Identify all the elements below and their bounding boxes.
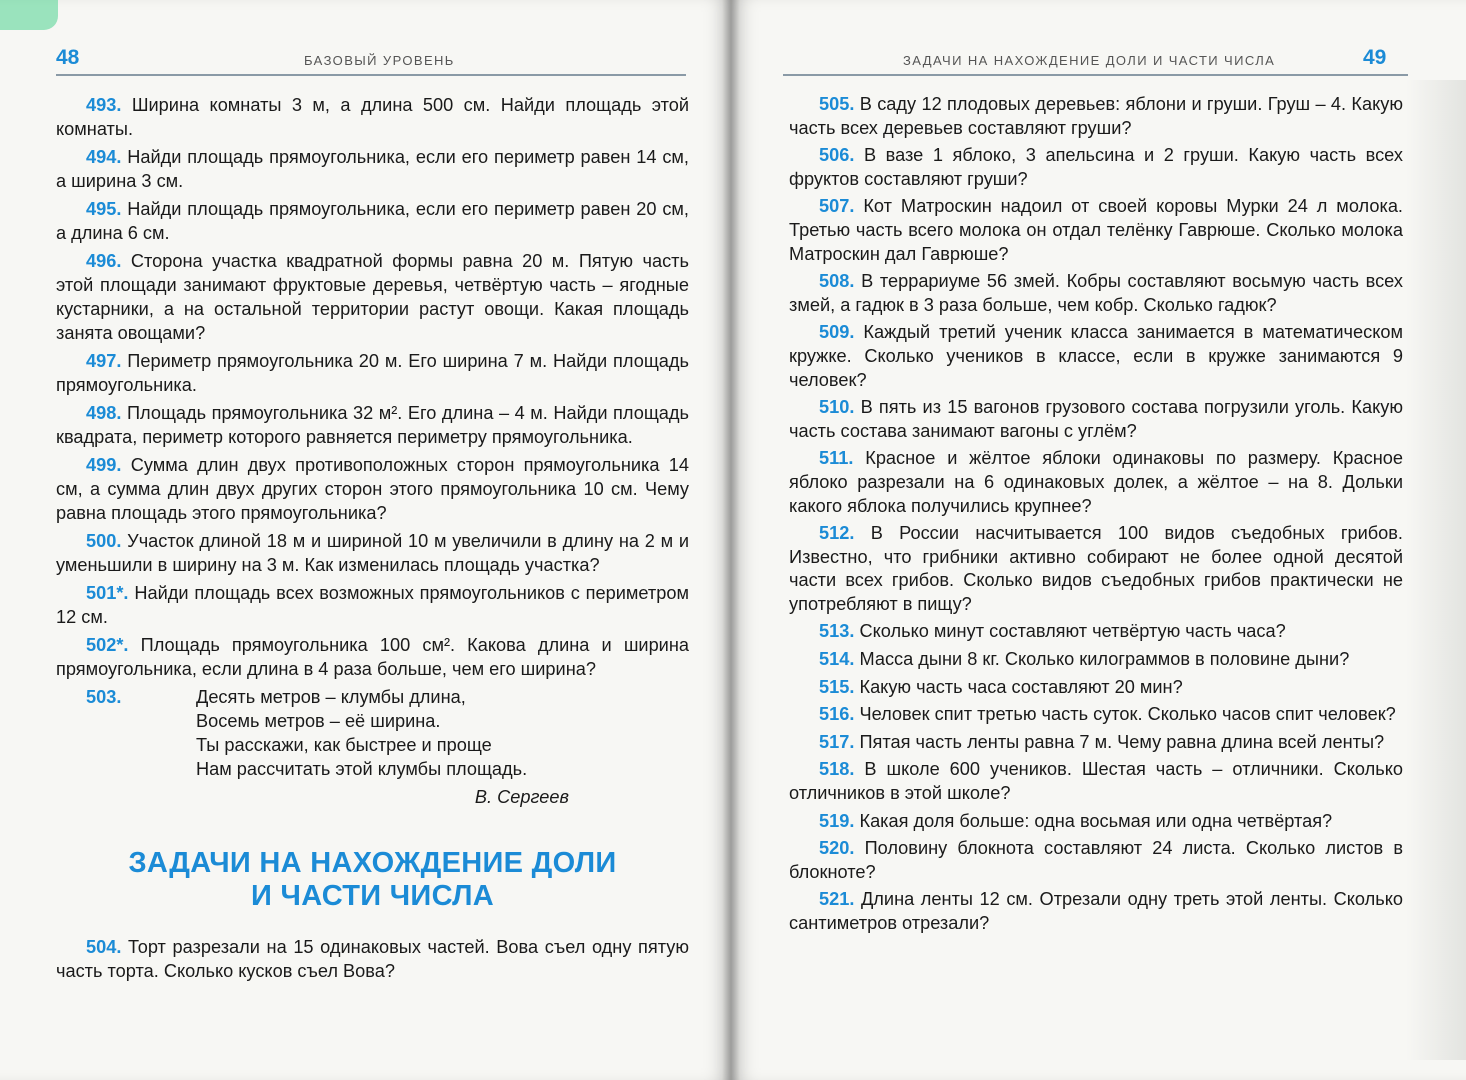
poem-author: В. Сергеев: [474, 787, 569, 807]
task-text: Найди площадь всех возможных прямоугольников с периметром 12 см.: [56, 583, 689, 627]
left-page: [0, 0, 731, 1080]
poem-line: Ты расскажи, как быстрее и проще: [196, 735, 492, 755]
left-page-header: [0, 46, 731, 76]
task-text: Человек спит третью часть суток. Сколько часов спит человек?: [859, 704, 1396, 725]
task-list: [56, 93, 689, 681]
running-title: БАЗОВЫЙ УРОВЕНЬ: [304, 53, 455, 68]
task-item: [56, 249, 689, 345]
task-number: 503.: [86, 687, 122, 707]
poem-line: Нам рассчитать этой клумбы площадь.: [196, 759, 528, 779]
task-item: [789, 620, 1403, 644]
task-item: [56, 935, 689, 983]
right-page: [731, 0, 1466, 1080]
task-list: [56, 935, 689, 983]
task-item: [789, 321, 1403, 392]
task-number: 510.: [819, 397, 855, 418]
task-text: В школе 600 учеников. Шестая часть – отличники. Сколько отличников в этой школе?: [789, 759, 1403, 804]
task-text: Найди площадь прямоугольника, если его периметр равен 20 см, а длина 6 см.: [56, 199, 689, 243]
section-title-line: И ЧАСТИ ЧИСЛА: [251, 880, 494, 912]
page-number: 48: [56, 46, 80, 69]
task-text: Какая доля больше: одна восьмая или одна четвёртая?: [859, 810, 1333, 831]
poem-line: Десять метров – клумбы длина,: [196, 687, 466, 707]
task-text: Периметр прямоугольника 20 м. Его ширина 7 м. Найди площадь прямоугольника.: [56, 351, 689, 395]
task-item: [56, 401, 689, 449]
header-rule: [56, 74, 686, 76]
task-text: Сумма длин двух противоположных сторон прямоугольника 14 см, а сумма длин двух других сторон этого прямоугольника 10 см. Чему равна площадь этого прямоугольника?: [56, 455, 690, 523]
task-text: Кот Матроскин надоил от своей коровы Мурки 24 л молока. Третью часть всего молока он отдал телёнку Гаврюше. Сколько молока Матроскин дал Гаврюше?: [789, 196, 1403, 264]
right-page-header: [731, 46, 1466, 76]
poem-lines: [196, 685, 527, 781]
task-text: Участок длиной 18 м и шириной 10 м увеличили в длину на 2 м и уменьшили в ширину на 3 м. Как изменилась площадь участка?: [56, 531, 689, 575]
task-text: Какую часть часа составляют 20 мин?: [859, 676, 1183, 697]
task-number: 513.: [819, 621, 855, 642]
task-text: В пять из 15 вагонов грузового состава погрузили уголь. Какую часть состава занимают вагоны с углём?: [789, 397, 1403, 441]
task-text: Красное и жёлтое яблоки одинаковы по размеру. Красное яблоко разрезали на 6 одинаковых долек, а жёлтое – на 8. Дольки какого яблока получились крупнее?: [789, 448, 1403, 516]
task-item: [789, 522, 1403, 616]
task-item: [56, 349, 689, 397]
task-text: Ширина комнаты 3 м, а длина 500 см. Найди площадь этой комнаты.: [56, 95, 690, 139]
task-number: 501*.: [86, 583, 129, 603]
section-title: [56, 847, 689, 913]
task-number: 508.: [819, 271, 855, 292]
task-number: 505.: [819, 94, 855, 114]
task-item: [56, 633, 689, 681]
task-item: [56, 197, 689, 245]
task-item: [789, 396, 1403, 443]
right-page-content: [789, 93, 1403, 940]
task-text: Масса дыни 8 кг. Сколько килограммов в половине дыни?: [859, 649, 1350, 670]
task-item: [789, 447, 1403, 518]
task-item: [56, 145, 689, 193]
task-number: 499.: [86, 455, 122, 475]
task-item: [789, 731, 1403, 755]
task-item: [56, 93, 689, 141]
task-number: 511.: [819, 448, 854, 469]
task-item: [56, 581, 689, 629]
task-text: Половину блокнота составляют 24 листа. Сколько листов в блокноте?: [789, 838, 1403, 882]
section-title-line: ЗАДАЧИ НА НАХОЖДЕНИЕ ДОЛИ: [128, 847, 617, 879]
task-number: 504.: [86, 937, 122, 957]
task-item: [789, 93, 1403, 140]
task-number: 515.: [819, 676, 855, 697]
task-number: 512.: [819, 523, 855, 544]
task-text: Найди площадь прямоугольника, если его периметр равен 14 см, а ширина 3 см.: [56, 147, 689, 191]
task-item: [789, 144, 1403, 191]
page-number: 49: [1363, 46, 1387, 69]
task-item: [789, 888, 1403, 935]
task-number: 507.: [819, 196, 855, 217]
task-number: 519.: [819, 810, 855, 831]
task-item: [789, 837, 1403, 884]
task-text: В вазе 1 яблоко, 3 апельсина и 2 груши. Какую часть всех фруктов составляют груши?: [789, 145, 1403, 189]
page-edge-shadow: [1406, 80, 1466, 1060]
task-number: 520.: [819, 838, 855, 859]
task-number: 521.: [819, 889, 855, 910]
task-number: 496.: [86, 251, 122, 271]
task-number: 517.: [819, 731, 855, 752]
task-list: [789, 93, 1403, 936]
task-number: 509.: [819, 322, 855, 343]
left-page-content: [56, 93, 689, 987]
task-number: 516.: [819, 704, 855, 725]
task-number: 500.: [86, 531, 122, 551]
task-text: В России насчитывается 100 видов съедобных грибов. Известно, что грибники активно собирают не более одной десятой части всех грибов. Сколько видов съедобных грибов практически не употребляют в пищу?: [789, 523, 1403, 614]
task-text: В саду 12 плодовых деревьев: яблони и груши. Груш – 4. Какую часть всех деревьев составляют груши?: [789, 94, 1404, 138]
task-item: [789, 758, 1403, 805]
task-text: Площадь прямоугольника 32 м². Его длина – 4 м. Найди площадь квадрата, периметр которого равняется периметру прямоугольника.: [56, 403, 689, 447]
task-text: Сторона участка квадратной формы равна 20 м. Пятую часть этой площади занимают фруктовые деревья, четвёртую часть – ягодные кустарники, а на остальной территории растут овощи. Какая площадь занята овощами?: [56, 251, 689, 343]
task-text: В террариуме 56 змей. Кобры составляют восьмую часть всех змей, а гадюк в 3 раза больше, чем кобр. Сколько гадюк?: [789, 271, 1403, 315]
task-number: 514.: [819, 649, 855, 670]
task-text: Сколько минут составляют четвёртую часть часа?: [859, 621, 1286, 642]
task-number: 497.: [86, 351, 122, 371]
corner-tab-decoration: [0, 0, 58, 30]
task-number: 506.: [819, 145, 855, 166]
task-number: 493.: [86, 95, 122, 115]
task-number: 518.: [819, 759, 855, 780]
task-number: 502*.: [86, 635, 129, 655]
task-text: Площадь прямоугольника 100 см². Какова длина и ширина прямоугольника, если длина в 4 раза больше, чем его ширина?: [56, 635, 689, 679]
task-item: [789, 270, 1403, 317]
task-text: Каждый третий ученик класса занимается в математическом кружке. Сколько учеников в классе, если в кружке занимаются 9 человек?: [789, 322, 1403, 390]
task-item: [789, 195, 1403, 266]
task-item: [56, 529, 689, 577]
task-number: 495.: [86, 199, 122, 219]
task-item: [56, 453, 689, 525]
task-number: 494.: [86, 147, 122, 167]
header-rule: [783, 74, 1408, 76]
poem-task: [56, 685, 689, 811]
task-item: [789, 703, 1403, 727]
task-number: 498.: [86, 403, 122, 423]
task-text: Длина ленты 12 см. Отрезали одну треть этой ленты. Сколько сантиметров отрезали?: [789, 889, 1404, 933]
task-text: Торт разрезали на 15 одинаковых частей. Вова съел одну пятую часть торта. Сколько кусков съел Вова?: [56, 937, 689, 981]
book-gutter: [722, 0, 740, 1080]
task-item: [789, 648, 1403, 672]
task-text: Пятая часть ленты равна 7 м. Чему равна длина всей ленты?: [859, 731, 1385, 752]
poem-line: Восемь метров – её ширина.: [196, 711, 441, 731]
task-item: [789, 676, 1403, 700]
task-item: [789, 810, 1403, 834]
running-title: ЗАДАЧИ НА НАХОЖДЕНИЕ ДОЛИ И ЧАСТИ ЧИСЛА: [903, 53, 1276, 68]
